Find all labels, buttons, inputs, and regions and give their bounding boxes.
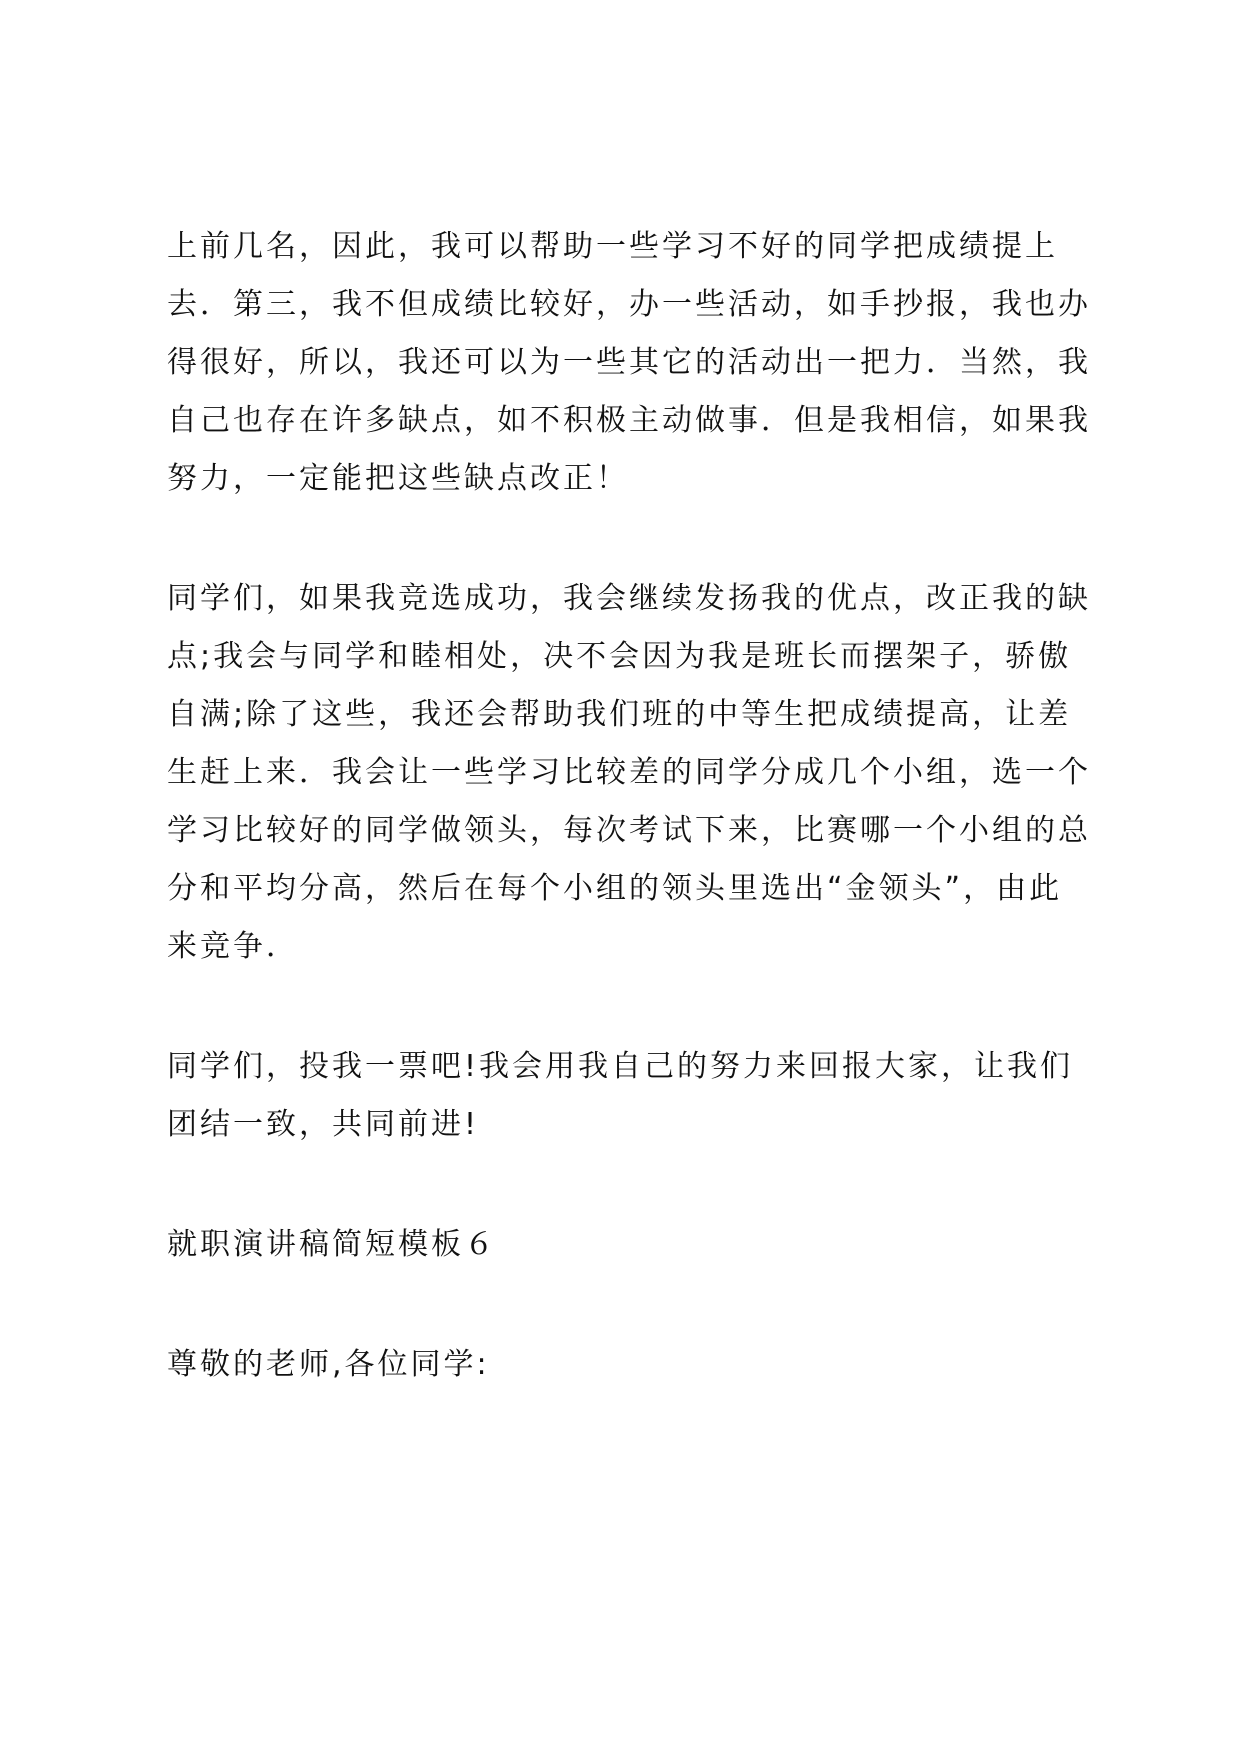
text-line: 得很好，所以，我还可以为一些其它的活动出一把力．当然，我: [167, 345, 1091, 380]
paragraph-3: [167, 1038, 1097, 1154]
paragraph-1: [167, 218, 1097, 508]
text-line: 团结一致，共同前进!: [167, 1107, 480, 1142]
text-line: 点;我会与同学和睦相处，决不会因为我是班长而摆架子，骄傲: [167, 639, 1072, 674]
text-line: 自己也存在许多缺点，如不积极主动做事．但是我相信，如果我: [167, 403, 1091, 438]
text-line: 努力，一定能把这些缺点改正！: [167, 461, 629, 496]
text-line: 学习比较好的同学做领头，每次考试下来，比赛哪一个小组的总: [167, 813, 1091, 848]
document-body: [167, 218, 1097, 1394]
paragraph-2: [167, 570, 1097, 976]
salutation: 尊敬的老师,各位同学:: [167, 1347, 490, 1382]
section-title: 就职演讲稿简短模板６: [167, 1227, 497, 1262]
text-line: 自满;除了这些，我还会帮助我们班的中等生把成绩提高，让差: [167, 697, 1072, 732]
text-line: 来竞争．: [167, 929, 299, 964]
text-line: 同学们，投我一票吧!我会用我自己的努力来回报大家，让我们: [167, 1049, 1074, 1084]
text-line: 上前几名，因此，我可以帮助一些学习不好的同学把成绩提上: [167, 229, 1058, 264]
text-line: 生赶上来．我会让一些学习比较差的同学分成几个小组，选一个: [167, 755, 1091, 790]
text-line: 分和平均分高，然后在每个小组的领头里选出“金领头”，由此: [167, 871, 1063, 906]
text-line: 去．第三，我不但成绩比较好，办一些活动，如手抄报，我也办: [167, 287, 1091, 322]
text-line: 同学们，如果我竞选成功，我会继续发扬我的优点，改正我的缺: [167, 581, 1091, 616]
